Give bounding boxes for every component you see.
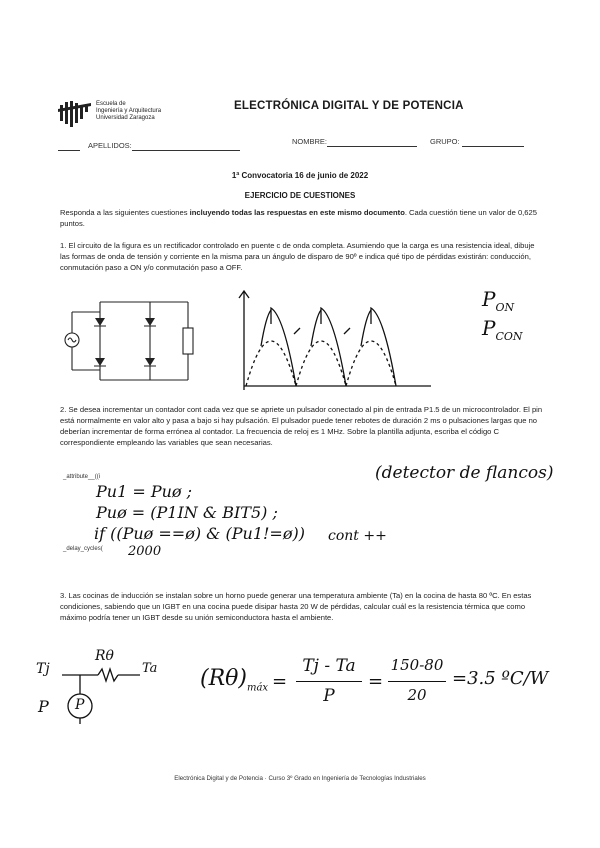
frac1-bar — [296, 681, 362, 682]
formula-lhs-main: (Rθ) — [200, 666, 247, 691]
code-line-2: Puø = (P1IN & BIT5) ; — [96, 503, 278, 522]
frac1-den: P — [323, 686, 335, 706]
logo-line-3: Universidad Zaragoza — [96, 115, 155, 121]
grupo-label: GRUPO: — [430, 137, 460, 146]
grupo-field[interactable] — [462, 146, 524, 147]
apellidos-label: APELLIDOS: — [88, 141, 132, 150]
delay-value: 2000 — [128, 544, 162, 559]
nombre-label: NOMBRE: — [292, 137, 328, 146]
instructions-normal: Responda a las siguientes cuestiones — [60, 208, 190, 217]
label-p-source: P — [75, 697, 85, 713]
logo-line-1: Escuela de — [96, 101, 126, 107]
q1-answer-p-on-letter: P — [482, 287, 496, 311]
page-title: ELECTRÓNICA DIGITAL Y DE POTENCIA — [234, 100, 464, 112]
frac2-num: 150-80 — [390, 656, 444, 674]
q1-answer-p-on-sub: ON — [495, 301, 515, 314]
logo-text — [96, 101, 161, 122]
code-count: cont ++ — [328, 528, 387, 544]
question-3-text: 3. Las cocinas de inducción se instalan sobre un horno puede generar una temperatura ambiente (Ta) en la cocina de hasta 80 ºC. En estas condiciones, sabiendo que un IGBT en una cocina puede disipar hasta 20 W de pérdidas, calcular cuál es la resistencia térmica que como máximo podría tener un IGBT desde su unión semiconductora hasta el ambiente. — [60, 591, 532, 622]
q2-answer-note: (detector de flancos) — [375, 463, 554, 483]
code-template-bottom: _delay_cycles( — [63, 546, 103, 552]
q1-answer-p-con-sub: CON — [495, 330, 523, 343]
question-1-text: 1. El circuito de la figura es un rectificador controlado en puente c de onda completa. Asumiendo que la carga es una resistencia ideal, dibuje las formas de onda de tensión y corriente en la misma para un ángulo de disparo de 90º e indica qué tipo de pérdidas existirán: conducción, conmutación paso a ON y/o conmutación paso a OFF. — [60, 241, 535, 272]
q1-answer-p-con — [482, 316, 523, 343]
q1-answer-p-con-letter: P — [482, 316, 496, 340]
university-logo-icon — [58, 99, 92, 129]
nombre-field[interactable] — [327, 146, 417, 147]
instructions-bold: incluyendo todas las respuestas en este mismo documento — [189, 208, 405, 217]
formula-eq-2: = — [368, 671, 384, 692]
frac2-bar — [388, 681, 446, 682]
label-rth: Rθ — [95, 648, 114, 664]
apellidos-field[interactable] — [132, 150, 240, 151]
frac2-den: 20 — [407, 686, 427, 704]
instructions — [60, 207, 545, 229]
formula-eq-1: = — [272, 671, 288, 692]
question-2-text: 2. Se desea incrementar un contador cont cada vez que se apriete un pulsador conectado al pin de entrada P1.5 de un microcontrolador. El pin está normalmente en valor alto y pasa a bajo si hay pulsación. El pulsador puede tener rebotes de duración 2 ms o pulsaciones largas que no deberían incrementar de forma errónea al contador. La frecuencia de reloj es 1 MHz. Sobre la plantilla adjunta, escriba el código C correspondiente empleando las variables que sean necesarias. — [60, 405, 543, 447]
rectifier-circuit-diagram — [60, 290, 210, 390]
formula-lhs — [200, 666, 268, 693]
formula-lhs-sub: máx — [246, 682, 269, 694]
code-line-1: Pu1 = Puø ; — [96, 482, 193, 501]
label-p-outside: P — [38, 697, 49, 716]
logo-line-2: Ingeniería y Arquitectura — [96, 108, 162, 114]
q1-answer-p-on — [482, 287, 514, 314]
formula-result: =3.5 ºC/W — [452, 668, 549, 689]
page-footer: Electrónica Digital y de Potencia · Curso 3º Grado en Ingeniería de Tecnologías Industriales — [174, 775, 426, 782]
convocatoria: 1ª Convocatoria 16 de junio de 2022 — [231, 171, 369, 180]
waveform-sketch — [236, 286, 436, 396]
code-line-3: if ((Puø ==ø) & (Pu1!=ø)) — [94, 524, 305, 543]
label-tj: Tj — [36, 661, 50, 677]
section-title: EJERCICIO DE CUESTIONES — [244, 191, 356, 200]
code-template-top: _attribute__((i — [63, 474, 101, 480]
frac1-num: Tj - Ta — [302, 656, 356, 676]
label-ta: Ta — [142, 661, 158, 676]
instructions-end: . Cada cuestión tiene un valor de 0,625 puntos. — [60, 208, 537, 228]
